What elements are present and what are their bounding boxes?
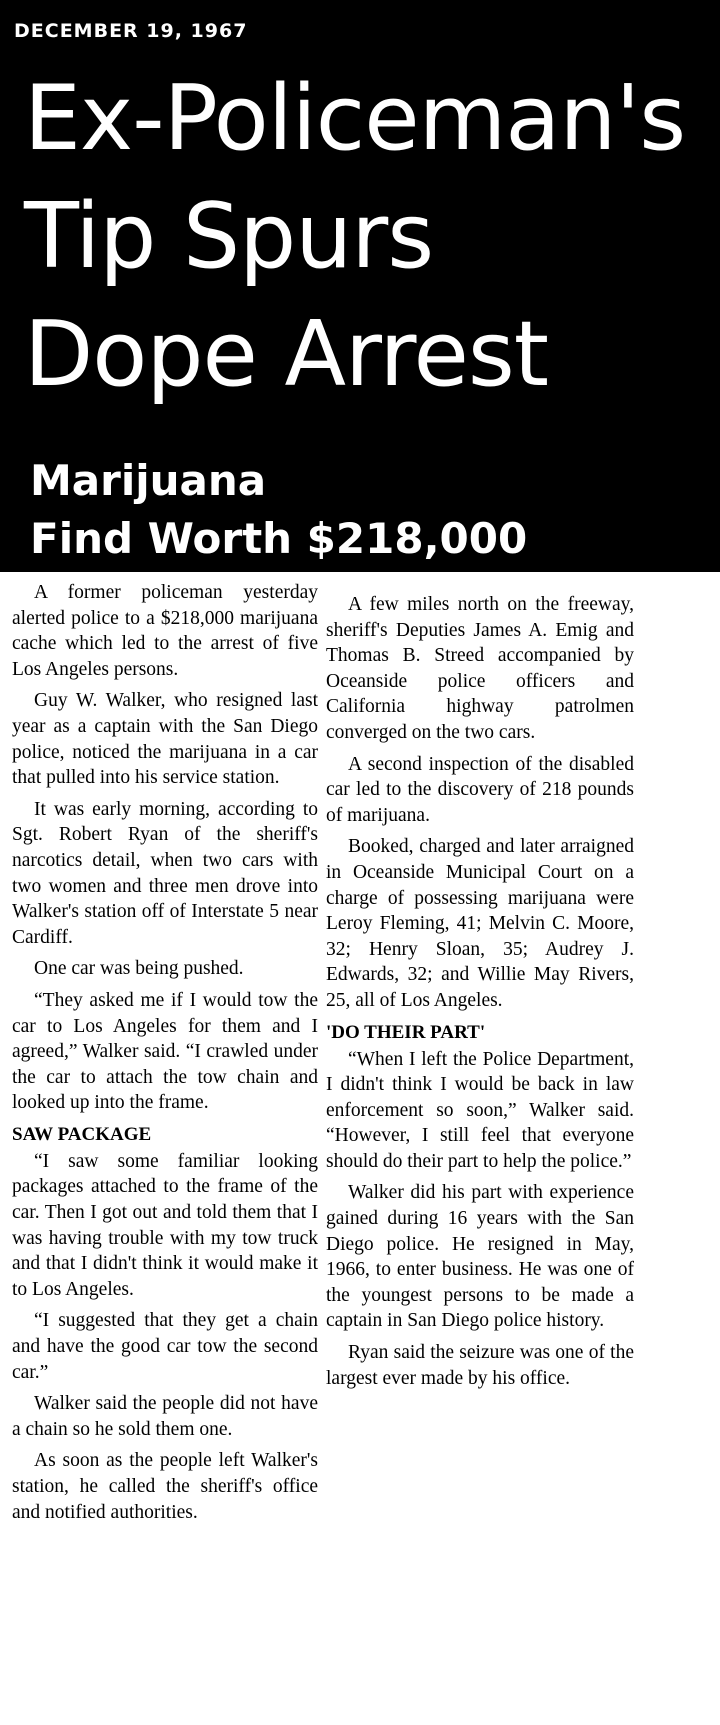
paragraph: A former policeman yesterday alerted police to a $218,000 marijuana cache which led to the arrest of five Los Angeles persons. [12, 582, 318, 680]
paragraph: A second inspection of the disabled car led to the discovery of 218 pounds of marijuana. [326, 753, 634, 826]
section-heading: 'DO THEIR PART' [326, 1021, 486, 1043]
paragraph: It was early morning, according to Sgt. Robert Ryan of the sheriff's narcotics detail, when two cars with two women and three men drove into Walker's station off of Interstate 5 near Cardiff. [12, 798, 318, 948]
paragraph: Walker did his part with experience gained during 16 years with the San Diego police. He resigned in May, 1966, to enter business. He was one of the youngest persons to be made a captain in San Diego police history. [326, 1182, 634, 1332]
paragraph: Booked, charged and later arraigned in Oceanside Municipal Court on a charge of possessing marijuana were Leroy Fleming, 41; Melvin C. Moore, 32; Henry Sloan, 35; Audrey J. Edwards, 32; and Willie May Rivers, 25, all of Los Angeles. [326, 836, 634, 1011]
headline [24, 60, 714, 414]
paragraph: Ryan said the seizure was one of the largest ever made by his office. [326, 1342, 634, 1389]
article-column-left [12, 580, 318, 1531]
subheadline-line-2: Find Worth $218,000 [30, 514, 528, 563]
paragraph: As soon as the people left Walker's station, he called the sheriff's office and notified authorities. [12, 1450, 318, 1523]
paragraph: One car was being pushed. [34, 958, 244, 980]
subheadline-line-1: Marijuana [30, 456, 267, 505]
paragraph: “I suggested that they get a chain and have the good car tow the second car.” [12, 1310, 318, 1383]
paragraph: Walker said the people did not have a chain so he sold them one. [12, 1393, 318, 1440]
paragraph: “They asked me if I would tow the car to Los Angeles for them and I agreed,” Walker said. “I crawled under the car to attach the tow chain and looked up into the frame. [12, 989, 318, 1114]
headline-line-3: Dope Arrest [24, 302, 549, 407]
headline-line-1: Ex-Policeman's [24, 66, 686, 171]
headline-banner [0, 0, 720, 572]
article-column-right [326, 592, 634, 1397]
subheadline [30, 452, 710, 568]
paragraph: Guy W. Walker, who resigned last year as a captain with the San Diego police, noticed the marijuana in a car that pulled into his service station. [12, 690, 318, 789]
paragraph: “When I left the Police Department, I didn't think I would be back in law enforcement so soon,” Walker said. “However, I still feel that everyone should do their part to help the police.” [326, 1048, 634, 1172]
paragraph: A few miles north on the freeway, sheriff's Deputies James A. Emig and Thomas B. Streed accompanied by Oceanside police officers and California highway patrolmen converged on the two cars. [326, 594, 634, 743]
dateline: DECEMBER 19, 1967 [14, 20, 248, 42]
paragraph: “I saw some familiar looking packages attached to the frame of the car. Then I got out and told them that I was having trouble with my tow truck and that I didn't think it would make it to Los Angeles. [12, 1150, 318, 1300]
headline-line-2: Tip Spurs [24, 184, 434, 289]
section-heading: SAW PACKAGE [12, 1123, 152, 1145]
